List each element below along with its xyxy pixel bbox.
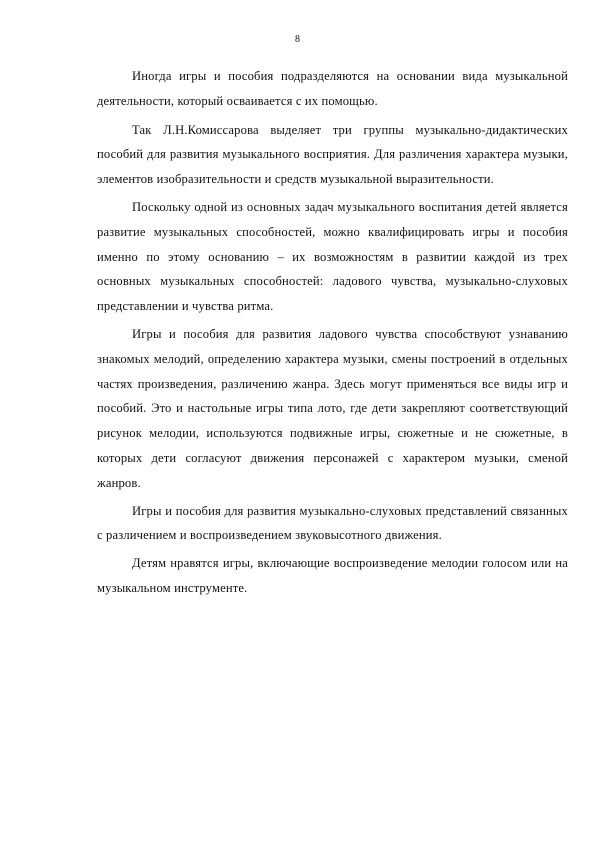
document-body <box>97 64 568 601</box>
paragraph-1: Иногда игры и пособия подразделяются на основании вида музыкальной деятельности, который осваивается с их помощью. <box>97 69 568 108</box>
paragraph-3: Поскольку одной из основных задач музыкального воспитания детей является развитие музыкальных способностей, можно квалифицировать игры и пособия именно по этому основанию – их возможностям в развитии каждой из трех основных музыкальных способностей: ладового чувства, музыкально-слуховых представлении и чувства ритма. <box>97 199 568 314</box>
paragraph-6: Детям нравятся игры, включающие воспроизведение мелодии голосом или на музыкальном инструменте. <box>97 556 568 595</box>
paragraph-4: Игры и пособия для развития ладового чувства способствуют узнаванию знакомых мелодий, определению характера музыки, смены построений в отдельных частях произведения, различению жанра. Здесь могут применяться все виды игр и пособий. Это и настольные игры типа лото, где дети закрепляют соответствующий рисунок мелодии, используются подвижные игры, сюжетные и не сюжетные, в которых дети согласуют движения персонажей с характером музыки, сменой жанров. <box>97 326 568 490</box>
page-number: 8 <box>295 34 300 45</box>
paragraph-5: Игры и пособия для развития музыкально-слуховых представлений связанных с различением и воспроизведением звуковысотного движения. <box>97 503 568 543</box>
paragraph-2: Так Л.Н.Комиссарова выделяет три группы музыкально-дидактических пособий для развития музыкального восприятия. Для различения характера музыки, элементов изобразительности и средств музыкальной выразительности. <box>97 122 568 187</box>
